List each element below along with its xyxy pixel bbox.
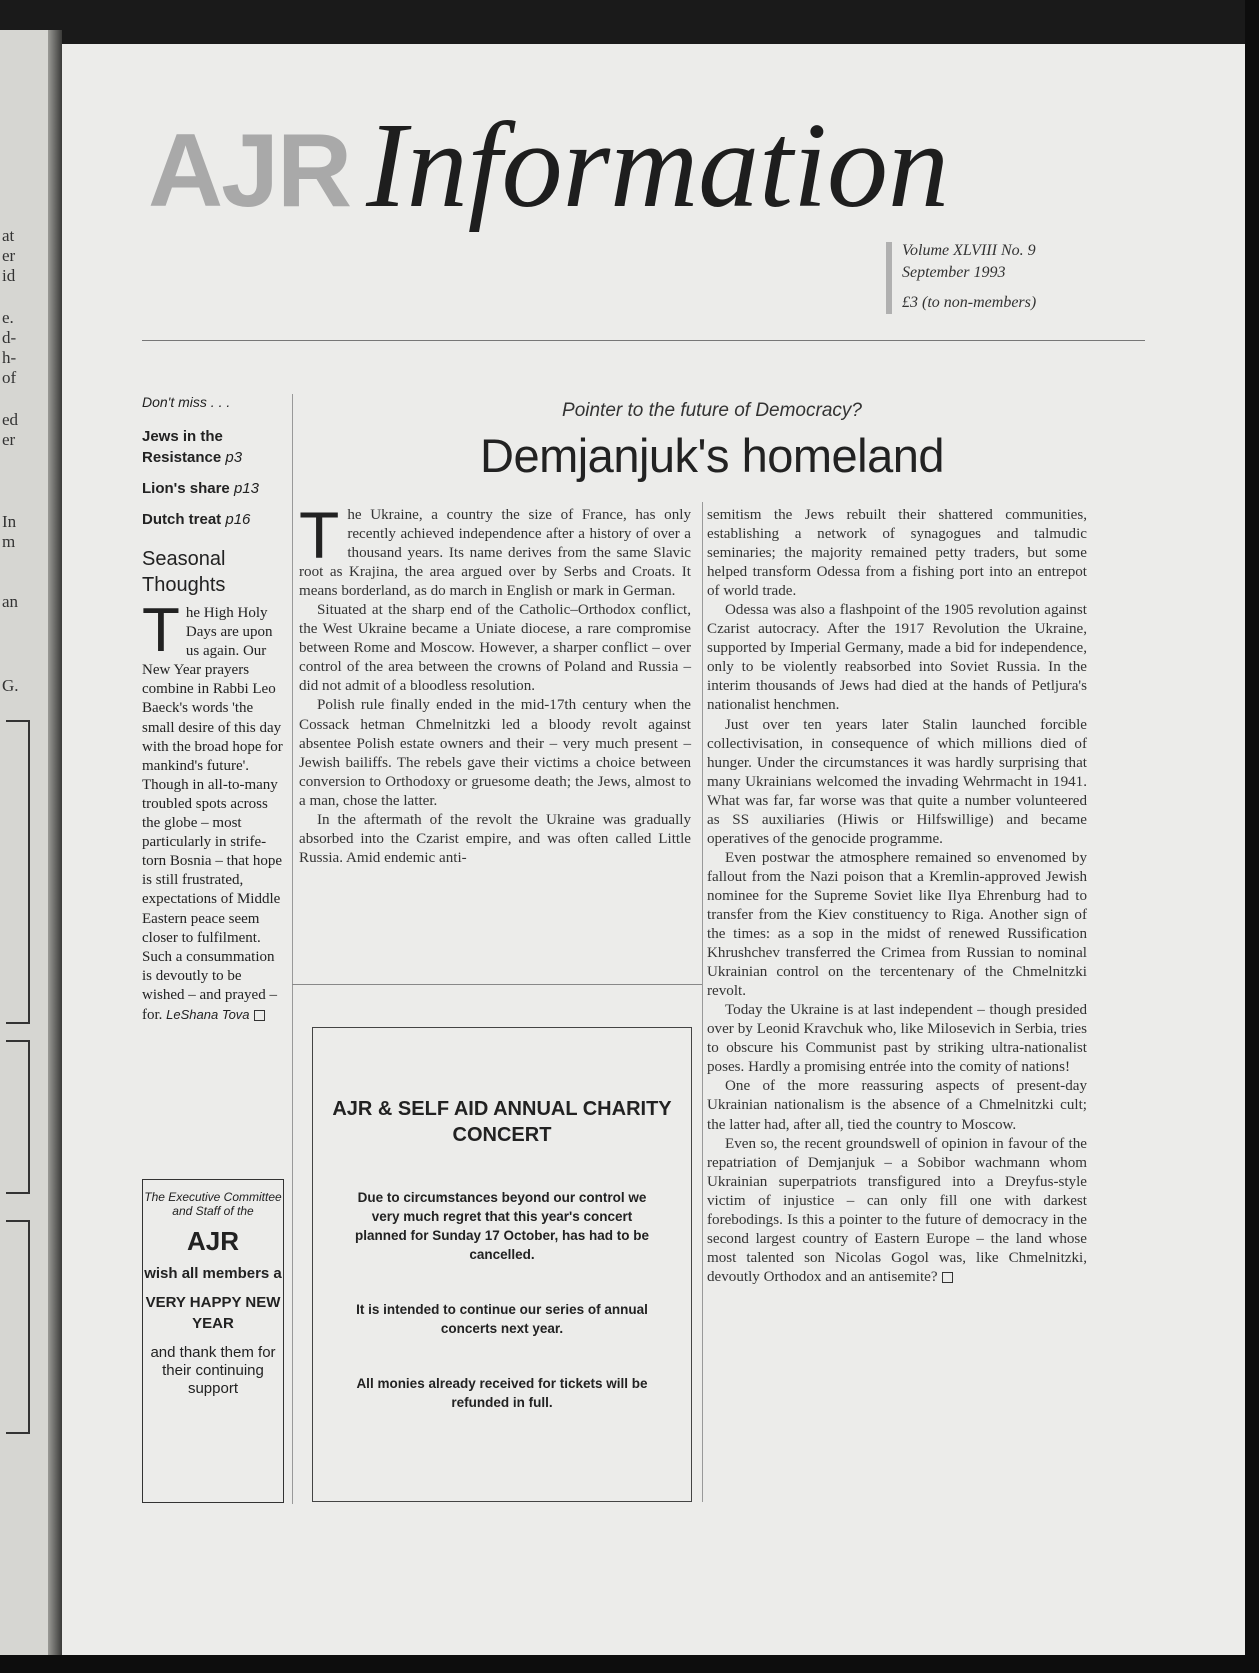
concert-refund-text: All monies already received for tickets will be refunded in full. — [356, 1376, 648, 1410]
dont-miss-item-page: p16 — [225, 511, 251, 528]
sidebar — [142, 394, 287, 1025]
newsletter-page — [62, 44, 1245, 1656]
article-paragraph: In the aftermath of the revolt the Ukraine was gradually absorbed into the Czarist empire, and was often called Little Russia. Amid endemic anti- — [299, 811, 691, 866]
prev-page-fragment: ed — [2, 410, 19, 429]
article-paragraph: Even postwar the atmosphere remained so envenomed by fallout from the Nazi poison that a Kremlin-approved Jewish nominee for the Supreme Soviet like Ilya Ehrenburg had to transfer from the Kiev constituency to Riga. Another sign of the times: as a sop in the midst of renewed Russification Khrushchev transferred the Crimea from Russian to nominal Ukrainian control on the tercentenary of the Chmelnitzki revolt. — [707, 849, 1087, 1000]
article-paragraph: Polish rule finally ended in the mid-17th century when the Cossack hetman Chmelnitzki led a bloody revolt against absentee Polish estate owners and their – very much present – Jewish bailiffs. The rebels gave their victims a choice between conversion to Orthodoxy or gruesome death; the Jews, almost to a man, chose the latter. — [299, 697, 691, 809]
prev-page-fragment: of — [2, 368, 17, 387]
new-year-greeting-box — [142, 1179, 284, 1503]
prev-page-fragment: h- — [2, 348, 17, 367]
article-paragraph-text: he Ukraine, a country the size of France, has only recently achieved independence after a history of over a thousand years. Its name derives from the same Slavic root as Krajina, the area argued over by Serbs and Croats. It means borderland, as do march in English or mark in German. — [299, 507, 691, 600]
article-paragraph: Today the Ukraine is at last independent – though presided over by Leonid Kravchuk who, like Milosevich in Serbia, tries to obscure his Communist past by striking ultra-nationalist poses. Hardly a promising entrée into the comity of nations! — [707, 1002, 1087, 1076]
issue-date: September 1993 — [902, 264, 1006, 281]
prev-page-fragment: id — [2, 266, 16, 285]
article-paragraph: Odessa was also a flashpoint of the 1905 revolution against Czarist autocracy. After the 1917 Revolution the Ukraine, supported by Imperial Germany, made a bid for independence, only to be violently reabsorbed into Soviet Russia. In the interim thousands of Jews had died at the hands of Petljura's nationalist henchmen. — [707, 602, 1087, 714]
article-paragraph: Just over ten years later Stalin launched forcible collectivisation, in consequence of which millions died of hunger. Under the circumstances it was hardly surprising that many Ukrainians welcomed the invading Wehrmacht in 1941. What was far, far worse was that quite a number volunteered as SS auxiliaries (Hiwis or Hilfswillige) and became operatives of the genocide programme. — [707, 716, 1087, 847]
issue-info-bar — [886, 242, 892, 314]
article-dropcap: T — [299, 498, 340, 572]
seasonal-title: Seasonal Thoughts — [142, 548, 226, 596]
dont-miss-item[interactable] — [142, 478, 287, 499]
article-paragraph: Situated at the sharp end of the Catholic–Orthodox conflict, the West Ukraine became a Uniate diocese, a rare compromise between Rome and Moscow. However, a sharper conflict – over control of the area between the crowns of Poland and Russia – did not admit of a bloodless resolution. — [299, 602, 691, 695]
masthead-ajr: AJR — [148, 113, 351, 229]
column-rule — [292, 394, 293, 1504]
concert-cancellation-text: Due to circumstances beyond our control we very much regret that this year's concert planned for Sunday 17 October, has had to be cancelled. — [354, 1190, 650, 1262]
greeting-thanks: and thank them for their continuing support — [150, 1344, 276, 1397]
masthead-information: Information — [366, 98, 949, 233]
prev-page-fragment: m — [2, 532, 16, 551]
seasonal-text: he High Holy Days are upon us again. Our New Year prayers combine in Rabbi Leo Baeck's words 'the small desire of this day with the broad hope for mankind's future'. Though in all-to-many troubled spots across the globe – most particularly in strife-torn Bosnia – that hope is still frustrated, expectations of Middle Eastern peace seem closer to fulfilment. Such a consummation is devoutly to be wished – and prayed – for. — [142, 605, 283, 1023]
dont-miss-item-label: Dutch treat — [142, 511, 222, 528]
concert-continue-text: It is intended to continue our series of annual concerts next year. — [356, 1302, 648, 1336]
seasonal-dropcap: T — [142, 596, 180, 665]
end-mark-icon — [942, 1272, 953, 1283]
prev-page-box-edge — [6, 1040, 30, 1194]
seasonal-body — [142, 596, 287, 1025]
prev-page-fragment: In — [2, 512, 17, 531]
article-paragraph: One of the more reassuring aspects of present-day Ukrainian nationalism is the absence of a Chmelnitzki cult; the latter had, after all, tied the country to Moscow. — [707, 1078, 1087, 1133]
scan-bottom-edge — [0, 1655, 1259, 1673]
issue-volume: Volume XLVIII No. 9 — [902, 242, 1036, 259]
prev-page-box-edge — [6, 1220, 30, 1434]
concert-notice-box — [312, 1027, 692, 1502]
dont-miss-item-label: Lion's share — [142, 480, 230, 497]
section-rule — [292, 984, 702, 985]
article-paragraph-text: Even so, the recent groundswell of opinion in favour of the repatriation of Demjanjuk – a Sobibor wachmann whom Ukrainian superpatriots transfigured into a Dreyfus-style victim of injustice – can only fill one with darkest forebodings. Is this a pointer to the future of democracy in the second largest country of Eastern Europe – the land whose most talented son Nicolas Gogol was, like Chmelnitzki, devoutly Orthodox and an antisemite? — [707, 1135, 1087, 1285]
seasonal-sign: LeShana Tova — [166, 1006, 250, 1022]
greeting-happy: VERY HAPPY NEW YEAR — [145, 1294, 281, 1332]
article-headline: Demjanjuk's homeland — [480, 429, 944, 482]
previous-page-edge — [0, 30, 62, 1655]
column-rule — [702, 502, 703, 1502]
dont-miss-item[interactable] — [142, 509, 287, 530]
dont-miss-item[interactable] — [142, 426, 287, 468]
concert-title: AJR & SELF AID ANNUAL CHARITY CONCERT — [332, 1098, 672, 1146]
masthead — [148, 96, 949, 236]
end-mark-icon — [254, 1010, 265, 1021]
page-gutter-shadow — [48, 30, 62, 1655]
greeting-org: AJR — [186, 1226, 239, 1256]
issue-price: £3 (to non-members) — [902, 294, 1037, 311]
prev-page-box-edge — [6, 720, 30, 1024]
article-kicker: Pointer to the future of Democracy? — [562, 400, 862, 421]
prev-page-fragment: an — [2, 592, 19, 611]
masthead-rule — [142, 340, 1145, 341]
issue-info — [902, 240, 1036, 314]
prev-page-fragment: er — [2, 430, 16, 449]
scan-right-edge — [1245, 0, 1259, 1673]
prev-page-fragment: G. — [2, 676, 19, 695]
dont-miss-label: Don't miss . . . — [142, 394, 231, 410]
article-paragraph — [299, 498, 691, 601]
greeting-intro: The Executive Committee and Staff of the — [144, 1190, 282, 1218]
dont-miss-item-label: Jews in the Resistance — [142, 428, 223, 466]
prev-page-fragment: e. — [2, 308, 14, 327]
dont-miss-item-page: p13 — [233, 480, 259, 497]
prev-page-fragment: at — [2, 226, 15, 245]
greeting-wish: wish all members a — [144, 1265, 282, 1282]
article-paragraph: semitism the Jews rebuilt their shattered communities, establishing a network of synagogues and talmudic seminaries; the majority remained petty traders, but some helped transform Odessa from a fishing port into an entrepot of world trade. — [707, 507, 1087, 600]
prev-page-fragment: er — [2, 246, 16, 265]
scan-top-edge — [0, 0, 1259, 48]
article-paragraph-last — [707, 1135, 1087, 1287]
prev-page-fragment: d- — [2, 328, 17, 347]
dont-miss-item-page: p3 — [225, 449, 243, 466]
article-column-1 — [299, 498, 691, 868]
article-column-2 — [707, 506, 1087, 1287]
